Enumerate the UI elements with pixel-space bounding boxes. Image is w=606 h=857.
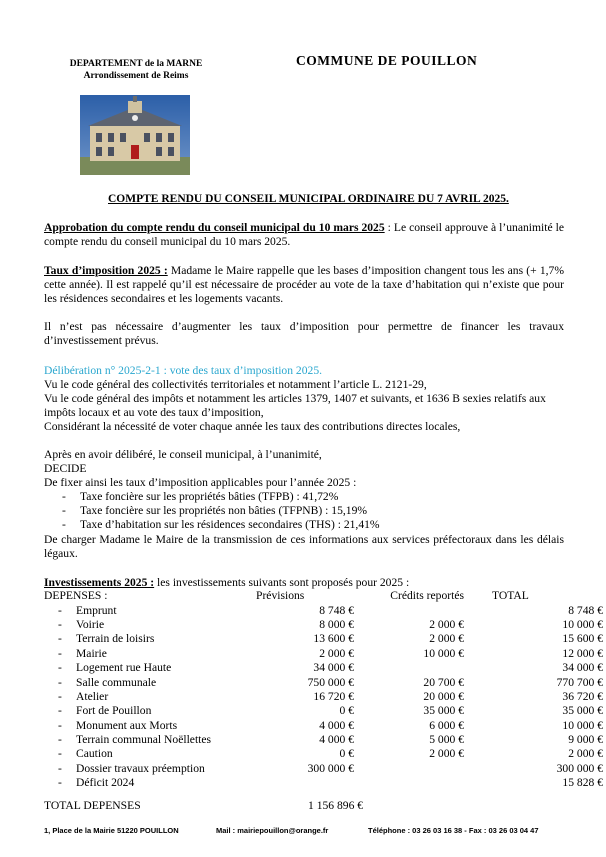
deliberation-heading: Délibération n° 2025-2-1 : vote des taux d’imposition 2025. [44,364,323,377]
table-row [44,647,603,661]
commune-title: COMMUNE DE POUILLON [296,53,478,68]
apres-deliberation: Après en avoir délibéré, le conseil municipal, à l’unanimité, [44,448,322,461]
row-total: 8 748 € [568,603,603,617]
table-row [44,632,603,646]
row-credits [354,762,464,776]
row-credits: 2 000 € [429,632,464,646]
town-hall-photo [80,95,190,175]
table-row [44,733,603,747]
row-credits: 2 000 € [429,617,464,631]
row-label: - Terrain de loisirs [58,632,155,646]
row-label: - Mairie [58,646,107,660]
row-previsions: 300 000 € [307,761,354,775]
row-total: 36 720 € [562,689,603,703]
row-total: 10 000 € [562,617,603,631]
vu-collectivites: Vu le code général des collectivités territoriales et notamment l’article L. 2121-29, [44,378,427,391]
row-previsions: 13 600 € [313,632,354,646]
arrondissement-name: Arrondissement de Reims [83,71,189,81]
row-credits: 35 000 € [423,704,464,718]
approbation-heading: Approbation du compte rendu du conseil municipal du 10 mars 2025 [44,221,385,234]
investissements-heading: Investissements 2025 : [44,576,155,589]
row-previsions: 4 000 € [319,733,354,747]
investment-table [44,589,603,790]
row-total: 15 600 € [562,632,603,646]
row-credits: 20 700 € [423,675,464,689]
list-item: - Taxe foncière sur les propriétés non bâties (TFPNB) : 15,19% [62,504,368,517]
column-header-previsions: Prévisions [256,589,305,603]
row-label: - Déficit 2024 [58,776,135,790]
row-total: 35 000 € [562,704,603,718]
row-previsions: 0 € [339,747,354,761]
investissements-intro: les investissements suivants sont proposés pour 2025 : [154,576,410,589]
row-label: - Emprunt [58,603,117,617]
table-row [44,704,603,718]
row-previsions: 8 000 € [319,617,354,631]
investissements-paragraph [44,576,564,590]
fixer-taux: De fixer ainsi les taux d’imposition applicables pour l’année 2025 : [44,476,357,489]
table-row [44,618,603,632]
table-row [44,690,603,704]
row-total: 2 000 € [568,747,603,761]
row-label: - Voirie [58,617,105,631]
row-credits [354,661,464,675]
row-credits [354,776,464,790]
row-total: 15 828 € [562,776,603,790]
row-label: - Caution [58,747,113,761]
row-total: 9 000 € [568,733,603,747]
column-header-depenses: DEPENSES : [44,589,108,603]
row-label: - Monument aux Morts [58,718,178,732]
table-row [44,675,603,689]
row-label: - Dossier travaux préemption [58,761,205,775]
column-header-credits: Crédits reportés [390,589,464,603]
list-item: - Taxe d’habitation sur les résidences secondaires (THS) : 21,41% [62,518,380,531]
row-previsions: 8 748 € [319,603,354,617]
column-header-total: TOTAL [492,589,529,603]
row-credits: 10 000 € [423,646,464,660]
row-total: 12 000 € [562,646,603,660]
decide-label: DECIDE [44,462,87,475]
taux-heading: Taux d’imposition 2025 : [44,264,168,277]
row-total: 770 700 € [556,675,603,689]
table-header-row [44,589,603,603]
row-label: - Atelier [58,689,109,703]
table-row [44,762,603,776]
taux-text: Madame le Maire rappelle que les bases d’imposition changent tous les ans (+ 1,7% cette année). Il est rappelé qu’il est nécessaire de procéder au vote de la taxe d’habitation qui n’existe que pour les résidences secondaires et les logements vacants. [44,264,564,305]
list-item: - Taxe foncière sur les propriétés bâties (TFPB) : 41,72% [62,490,339,503]
table-row [44,603,603,617]
table-row [44,719,603,733]
footer-address: 1, Place de la Mairie 51220 POUILLON [44,826,179,835]
footer-mail: Mail : mairiepouillon@orange.fr [216,826,329,835]
tax-rate-list [62,490,380,532]
report-title: COMPTE RENDU DU CONSEIL MUNICIPAL ORDINAIRE DU 7 AVRIL 2025. [108,193,509,205]
row-credits: 6 000 € [429,718,464,732]
total-depenses-label: TOTAL DEPENSES [44,799,141,812]
vu-impots: Vu le code général des impôts et notamment les articles 1379, 1407 et suivants, et 1636 B sexies relatifs aux impôts locaux et au vote des taux d’imposition, [44,392,546,419]
row-label: - Logement rue Haute [58,661,172,675]
row-label: - Salle communale [58,675,157,689]
row-credits: 2 000 € [429,747,464,761]
row-credits [354,603,464,617]
row-previsions: 4 000 € [319,718,354,732]
total-depenses-value: 1 156 896 € [308,799,364,812]
row-credits: 20 000 € [423,689,464,703]
taux-paragraph [44,264,564,306]
department-name: DEPARTEMENT de la MARNE [69,59,203,69]
table-row [44,776,603,790]
department-header [44,58,228,82]
row-total: 34 000 € [562,661,603,675]
charger-maire: De charger Madame le Maire de la transmission de ces informations aux services préfectoraux dans les délais légaux. [44,533,564,560]
approbation-text: : Le conseil approuve à l’unanimité le compte rendu du conseil municipal du 10 mars 2025. [44,221,564,248]
taux-paragraph-2: Il n’est pas nécessaire d’augmenter les taux d’imposition pour permettre de financer les travaux d’investissement prévus. [44,320,564,347]
row-previsions [216,776,354,790]
table-row [44,747,603,761]
row-label: - Terrain communal Noëllettes [58,733,212,747]
row-total: 300 000 € [556,761,603,775]
considerant: Considérant la nécessité de voter chaque année les taux des contributions directes locales, [44,420,461,433]
row-label: - Fort de Pouillon [58,704,152,718]
row-total: 10 000 € [562,718,603,732]
row-previsions: 2 000 € [319,646,354,660]
row-previsions: 0 € [339,704,354,718]
row-previsions: 34 000 € [313,661,354,675]
footer [44,824,564,838]
row-credits: 5 000 € [429,733,464,747]
table-row [44,661,603,675]
row-previsions: 16 720 € [313,689,354,703]
row-previsions: 750 000 € [307,675,354,689]
footer-phone: Téléphone : 03 26 03 16 38 - Fax : 03 26 03 04 47 [368,826,539,835]
approbation-paragraph [44,221,564,249]
